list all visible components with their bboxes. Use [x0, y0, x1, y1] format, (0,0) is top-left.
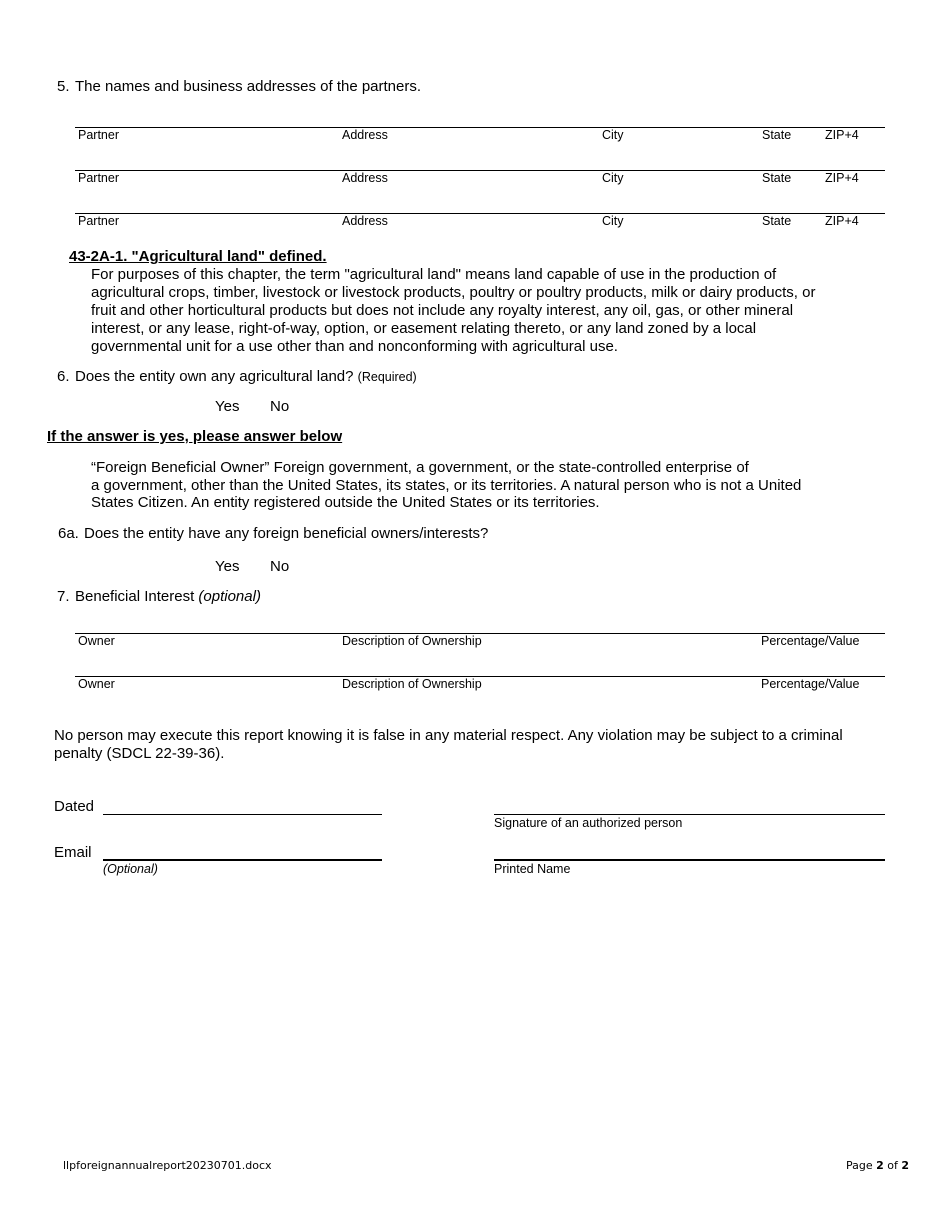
page-current: 2 — [876, 1159, 884, 1172]
q6a-no-option[interactable]: No — [270, 558, 290, 575]
section7-number: 7. — [57, 588, 70, 605]
definition-title: 43-2A-1. "Agricultural land" defined. — [69, 248, 327, 265]
section5-heading: The names and business addresses of the partners. — [75, 78, 422, 95]
state-label: State — [762, 128, 792, 142]
definition-line: governmental unit for a use other than and nonconforming with agricultural use. — [91, 338, 618, 355]
percentage-label: Percentage/Value — [761, 634, 860, 648]
address-label: Address — [342, 214, 388, 228]
partner-label: Partner — [78, 214, 119, 228]
partner-label: Partner — [78, 171, 119, 185]
q6-question — [75, 368, 417, 386]
zip-label: ZIP+4 — [825, 214, 859, 228]
warning-line-2: penalty (SDCL 22-39-36). — [54, 745, 225, 762]
q6a-number: 6a. — [58, 525, 79, 542]
address-label: Address — [342, 128, 388, 142]
foreign-definition-line: “Foreign Beneficial Owner” Foreign government, a government, or the state-controlled enterprise of — [91, 459, 749, 476]
q6a-yes-option[interactable]: Yes — [215, 558, 240, 575]
q6-number: 6. — [57, 368, 70, 385]
section7-heading-text: Beneficial Interest — [75, 588, 195, 605]
section7-optional: (optional) — [198, 588, 261, 605]
definition-line: fruit and other horticultural products but does not include any royalty interest, any oil, gas, or other mineral — [91, 302, 794, 319]
q6-no-option[interactable]: No — [270, 398, 290, 415]
section7-heading — [75, 588, 261, 606]
state-label: State — [762, 171, 792, 185]
foreign-definition-line: States Citizen. An entity registered outside the United States or its territories. — [91, 494, 600, 511]
if-yes-heading: If the answer is yes, please answer below — [47, 428, 343, 445]
city-label: City — [602, 171, 624, 185]
page-of: of — [883, 1159, 902, 1172]
email-field[interactable] — [103, 859, 382, 861]
definition-line: agricultural crops, timber, livestock or livestock products, poultry or poultry products, milk or dairy products, or — [91, 284, 816, 301]
description-label: Description of Ownership — [342, 677, 482, 691]
percentage-label: Percentage/Value — [761, 677, 860, 691]
owner-label: Owner — [78, 634, 115, 648]
description-label: Description of Ownership — [342, 634, 482, 648]
q6-required: (Required) — [357, 370, 417, 384]
city-label: City — [602, 128, 624, 142]
owner-label: Owner — [78, 677, 115, 691]
state-label: State — [762, 214, 792, 228]
city-label: City — [602, 214, 624, 228]
address-label: Address — [342, 171, 388, 185]
printed-name-field[interactable] — [494, 859, 885, 861]
zip-label: ZIP+4 — [825, 171, 859, 185]
signature-field[interactable] — [494, 814, 885, 815]
signature-caption: Signature of an authorized person — [494, 816, 683, 830]
definition-line: For purposes of this chapter, the term "agricultural land" means land capable of use in the production of — [91, 266, 777, 283]
definition-line: interest, or any lease, right-of-way, option, or easement relating thereto, or any land zoned by a local — [91, 320, 757, 337]
email-optional-caption: (Optional) — [103, 862, 158, 876]
q6-yes-option[interactable]: Yes — [215, 398, 240, 415]
zip-label: ZIP+4 — [825, 128, 859, 142]
printed-name-caption: Printed Name — [494, 862, 571, 876]
email-label: Email — [54, 844, 92, 861]
dated-field[interactable] — [103, 814, 382, 815]
section5-number: 5. — [57, 78, 70, 95]
footer-filename: llpforeignannualreport20230701.docx — [63, 1159, 272, 1172]
q6-question-text: Does the entity own any agricultural land? — [75, 368, 354, 385]
warning-line-1: No person may execute this report knowing it is false in any material respect. Any violation may be subject to a criminal — [54, 727, 843, 744]
page-total: 2 — [901, 1159, 910, 1172]
dated-label: Dated — [54, 798, 95, 815]
page-prefix: Page — [846, 1159, 877, 1172]
foreign-definition-line: a government, other than the United States, its states, or its territories. A natural person who is not a United — [91, 477, 802, 494]
partner-label: Partner — [78, 128, 119, 142]
footer-page-number — [846, 1159, 909, 1172]
q6a-question: Does the entity have any foreign beneficial owners/interests? — [84, 525, 489, 542]
